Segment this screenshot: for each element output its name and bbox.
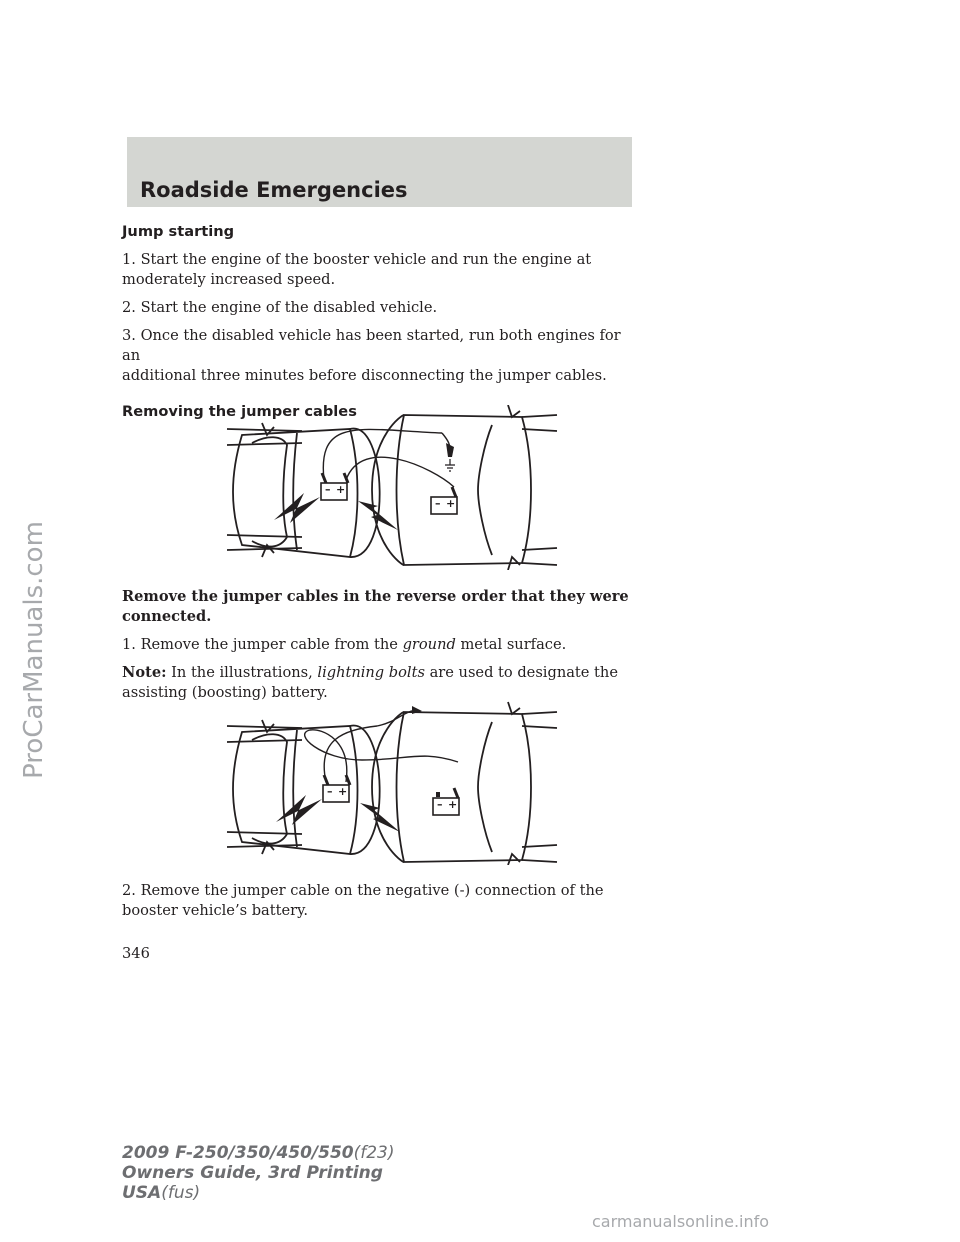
reverse-order-note-line-2: connected. xyxy=(122,608,212,625)
battery-positive-label: + xyxy=(336,483,346,496)
side-watermark-text: ProCarManuals.com xyxy=(19,521,49,779)
ground-clamp xyxy=(445,443,455,471)
jump-step-1: 1. Start the engine of the booster vehicle and run the engine at xyxy=(122,251,592,268)
remove-step-1 xyxy=(122,635,642,655)
illustration-note-cont: assisting (boosting) battery. xyxy=(122,684,328,701)
side-watermark xyxy=(14,310,54,990)
battery-negative-label: – xyxy=(437,798,443,811)
removing-heading: Removing the jumper cables xyxy=(122,403,357,420)
ground-emphasis: ground xyxy=(402,636,456,653)
jumper-cables xyxy=(323,429,454,487)
page-number: 346 xyxy=(122,945,150,962)
lightning-bolt-icon xyxy=(358,501,398,530)
booster-vehicle-battery xyxy=(433,788,459,815)
jumper-cable-diagram-1 xyxy=(222,405,562,570)
jump-step-3-cont: additional three minutes before disconnecting the jumper cables. xyxy=(122,367,607,384)
battery-negative-label: – xyxy=(435,497,441,510)
remove-step-2: 2. Remove the jumper cable on the negative (-) connection of the xyxy=(122,882,604,899)
booster-vehicle-battery xyxy=(431,487,457,514)
jump-step-1-cont: moderately increased speed. xyxy=(122,271,336,288)
jumper-cable-diagram-2 xyxy=(222,700,562,865)
disabled-vehicle-battery xyxy=(321,473,348,500)
reverse-order-note-line-1: Remove the jumper cables in the reverse order that they were xyxy=(122,588,629,605)
footer-info xyxy=(122,1143,395,1203)
note-text-end: are used to designate the xyxy=(424,664,618,681)
footer-guide: Owners Guide, 3rd Printing xyxy=(122,1163,383,1183)
remove-step-1-text: 1. Remove the jumper cable from the xyxy=(122,636,403,653)
battery-negative-label: – xyxy=(325,483,331,496)
bottom-watermark: carmanualsonline.info xyxy=(592,1212,770,1231)
footer-model-line xyxy=(122,1143,395,1163)
remove-step-1-text-end: metal surface. xyxy=(455,636,567,653)
jump-starting-section xyxy=(122,222,642,422)
illustration-note xyxy=(122,663,642,683)
lightning-bolts-emphasis: lightning bolts xyxy=(317,664,425,681)
remove-step-2-cont: booster vehicle’s battery. xyxy=(122,902,309,919)
removing-section xyxy=(122,587,642,703)
booster-vehicle-body xyxy=(397,415,532,565)
section-title: Roadside Emergencies xyxy=(140,178,408,202)
lightning-bolt-icon xyxy=(274,493,320,523)
remove-step-2-block xyxy=(122,881,642,921)
jump-starting-heading: Jump starting xyxy=(122,223,235,240)
battery-positive-label: + xyxy=(448,798,458,811)
note-text: In the illustrations, xyxy=(166,664,318,681)
footer-model: 2009 F-250/350/450/550 xyxy=(122,1143,354,1163)
footer-market-line xyxy=(122,1183,395,1203)
jumper-cables xyxy=(305,710,458,782)
battery-negative-label: – xyxy=(327,785,333,798)
jump-step-3: 3. Once the disabled vehicle has been started, run both engines for an xyxy=(122,327,621,364)
note-label: Note: xyxy=(122,664,167,681)
battery-positive-label: + xyxy=(446,497,456,510)
footer-market-code: (fus) xyxy=(161,1183,201,1203)
booster-vehicle-body xyxy=(397,712,532,862)
lightning-bolt-icon xyxy=(360,803,400,832)
jump-step-2: 2. Start the engine of the disabled vehicle. xyxy=(122,299,438,316)
footer-model-code: (f23) xyxy=(353,1143,395,1163)
battery-positive-label: + xyxy=(338,785,348,798)
footer-market: USA xyxy=(122,1183,162,1203)
